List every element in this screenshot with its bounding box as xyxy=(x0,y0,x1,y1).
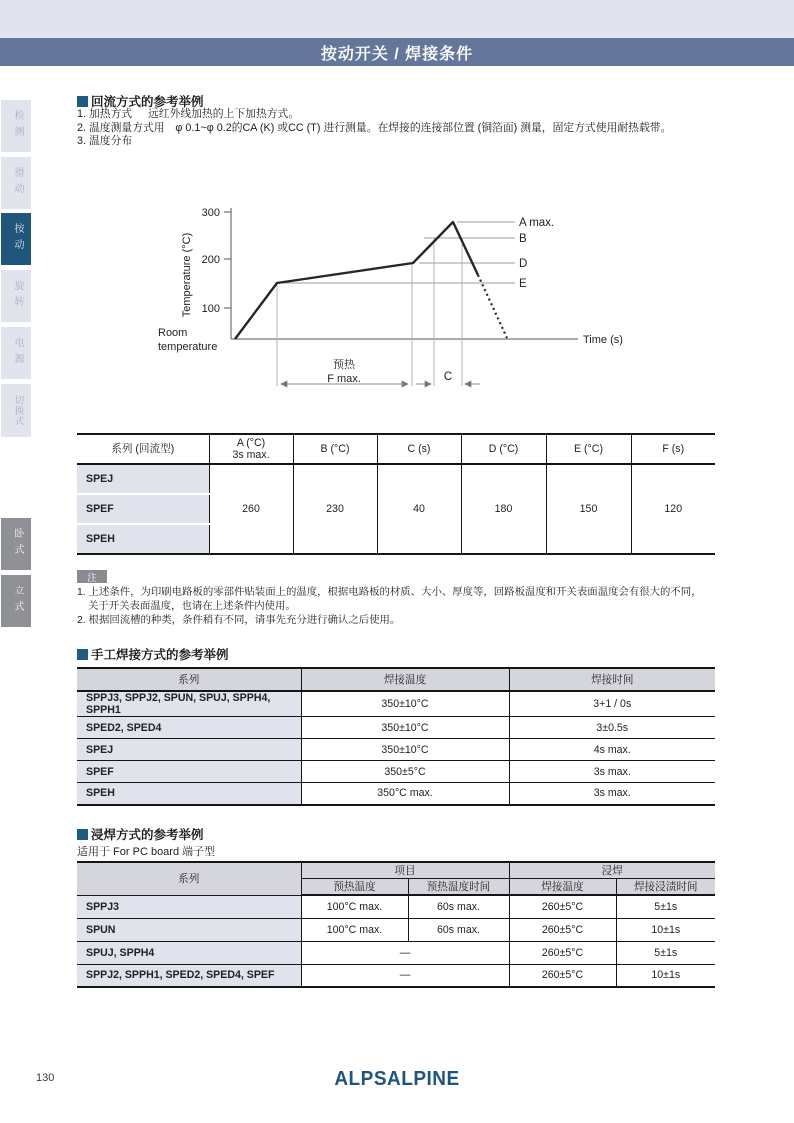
table-header-row-groups xyxy=(77,862,715,879)
preheat-combined-cell: — xyxy=(301,941,509,964)
col-header-series: 系列 xyxy=(77,668,301,691)
reflow-condition-table xyxy=(77,433,715,555)
series-cell: SPEJ xyxy=(77,739,301,761)
time-cell: 3+1 / 0s xyxy=(509,691,715,717)
temp-cell: 350°C max. xyxy=(301,783,509,805)
table-header-row xyxy=(77,434,715,464)
series-cell: SPPJ3, SPPJ2, SPUN, SPUJ, SPPH4, SPPH1 xyxy=(77,691,301,717)
col-header-preheat-temp: 预热温度 xyxy=(301,879,408,896)
dip-solder-table xyxy=(77,861,715,988)
y-tick-200: 200 xyxy=(201,254,220,266)
solder-temp-cell: 260±5°C xyxy=(509,895,616,918)
value-b: 230 xyxy=(293,464,377,554)
section-marker-icon xyxy=(77,96,88,107)
reflow-temp-profile-chart xyxy=(150,190,650,402)
sidebar-tab-toggle[interactable] xyxy=(1,384,31,437)
ref-label-a-max: A max. xyxy=(519,217,555,229)
section-heading-text: 回流方式的参考举例 xyxy=(91,95,204,109)
dip-time-cell: 10±1s xyxy=(616,964,715,987)
sidebar-tab-power[interactable] xyxy=(1,327,31,379)
ref-label-e: E xyxy=(519,278,527,290)
reflow-intro-list xyxy=(77,108,737,149)
solder-temp-cell: 260±5°C xyxy=(509,964,616,987)
sidebar-tab-label: 立式 xyxy=(12,585,23,617)
col-header-f: F (s) xyxy=(631,434,715,464)
value-e: 150 xyxy=(546,464,631,554)
preheat-temp-cell: 100°C max. xyxy=(301,895,408,918)
f-max-label: F max. xyxy=(327,373,361,385)
sidebar-tab-slide[interactable] xyxy=(1,157,31,209)
section-heading-text: 手工焊接方式的参考举例 xyxy=(91,648,229,662)
preheat-time-cell: 60s max. xyxy=(408,895,509,918)
table-row xyxy=(77,761,715,783)
alps-alpine-logo: ALPSALPINE xyxy=(334,1068,460,1091)
col-header-e: E (°C) xyxy=(546,434,631,464)
sidebar-tab-label: 滑动 xyxy=(12,167,23,199)
col-group-items: 项目 xyxy=(301,862,509,879)
temp-cell: 350±5°C xyxy=(301,761,509,783)
profile-curve xyxy=(235,222,507,339)
c-label: C xyxy=(443,371,453,383)
preheat-time-cell: 60s max. xyxy=(408,918,509,941)
solder-temp-cell: 260±5°C xyxy=(509,918,616,941)
section-marker-icon xyxy=(77,649,88,660)
preheat-temp-cell: 100°C max. xyxy=(301,918,408,941)
page-title: 按动开关 / 焊接条件 xyxy=(320,45,474,63)
series-cell: SPEJ xyxy=(77,464,209,494)
y-tick-100: 100 xyxy=(201,303,220,315)
intro-item-2: 2. 温度测量方式用 φ 0.1~φ 0.2的CA (K) 或CC (T) 进行测量。在焊接的连接部位置 (铜箔面) 测量，固定方式使用耐热载带。 xyxy=(77,121,672,134)
room-temp-label-line2: temperature xyxy=(158,341,218,353)
note-line-3: 2. 根据回流槽的种类，条件稍有不同，请事先充分进行确认之后使用。 xyxy=(77,615,401,626)
col-header-a xyxy=(209,434,293,464)
series-cell: SPUN xyxy=(77,918,301,941)
room-temp-label-line1: Room xyxy=(158,327,188,339)
sidebar-tab-vertical[interactable] xyxy=(1,575,31,627)
notes-block xyxy=(77,586,737,628)
dip-solder-subtitle: 适用于 For PC board 端子型 xyxy=(77,846,216,858)
table-row xyxy=(77,739,715,761)
col-header-a-line2: 3s max. xyxy=(232,449,270,461)
page-number: 130 xyxy=(36,1072,55,1084)
temp-cell: 350±10°C xyxy=(301,717,509,739)
sidebar-tab-horizontal[interactable] xyxy=(1,518,31,570)
section-heading-text: 浸焊方式的参考举例 xyxy=(91,828,204,842)
x-axis-label: Time (s) xyxy=(583,334,623,346)
table-row xyxy=(77,691,715,717)
chart-reference-lines xyxy=(277,222,515,283)
dip-time-cell: 5±1s xyxy=(616,895,715,918)
col-header-preheat-time: 预热温度时间 xyxy=(408,879,509,896)
col-header-solder-time: 焊接时间 xyxy=(509,668,715,691)
table-row xyxy=(77,783,715,805)
table-header-row xyxy=(77,668,715,691)
time-cell: 3s max. xyxy=(509,783,715,805)
profile-chart-svg xyxy=(150,190,650,402)
table-row xyxy=(77,941,715,964)
preheat-label: 预热 xyxy=(333,359,355,371)
ref-label-d: D xyxy=(519,258,528,270)
col-header-c: C (s) xyxy=(377,434,461,464)
series-cell: SPPJ2, SPPH1, SPED2, SPED4, SPEF xyxy=(77,964,301,987)
ref-label-b: B xyxy=(519,233,527,245)
series-cell: SPPJ3 xyxy=(77,895,301,918)
col-header-series: 系列 (回流型) xyxy=(77,434,209,464)
series-cell: SPEF xyxy=(77,761,301,783)
dip-time-cell: 10±1s xyxy=(616,918,715,941)
section-marker-icon xyxy=(77,829,88,840)
col-group-dip: 浸焊 xyxy=(509,862,715,879)
sidebar-tab-label: 检测 xyxy=(12,110,23,142)
temp-cell: 350±10°C xyxy=(301,691,509,717)
temp-cell: 350±10°C xyxy=(301,739,509,761)
chart-dimension-lines xyxy=(277,238,462,386)
col-header-d: D (°C) xyxy=(461,434,546,464)
time-cell: 4s max. xyxy=(509,739,715,761)
page-header xyxy=(0,38,794,66)
note-line-2: 关于开关表面温度，也请在上述条件内使用。 xyxy=(88,601,296,612)
series-cell: SPEH xyxy=(77,783,301,805)
dip-time-cell: 5±1s xyxy=(616,941,715,964)
sidebar-tab-push-active[interactable] xyxy=(1,213,31,265)
note-line-1: 1. 上述条件，为印刷电路板的零部件贴装面上的温度，根据电路板的材质、大小、厚度等，回路板温度和开关表面温度会有很大的不同， xyxy=(77,587,702,598)
value-d: 180 xyxy=(461,464,546,554)
sidebar-tab-label: 电源 xyxy=(12,337,23,369)
col-header-solder-temp: 焊接温度 xyxy=(509,879,616,896)
time-cell: 3s max. xyxy=(509,761,715,783)
hand-solder-table xyxy=(77,667,715,806)
series-cell: SPUJ, SPPH4 xyxy=(77,941,301,964)
series-cell: SPED2, SPED4 xyxy=(77,717,301,739)
table-row xyxy=(77,895,715,918)
value-a: 260 xyxy=(209,464,293,554)
solder-temp-cell: 260±5°C xyxy=(509,941,616,964)
y-tick-300: 300 xyxy=(201,207,220,219)
value-f: 120 xyxy=(631,464,715,554)
sidebar-tab-detect[interactable] xyxy=(1,100,31,152)
intro-item-1-text: 远红外线加热的上下加热方式。 xyxy=(148,108,300,120)
sidebar-tab-label: 卧式 xyxy=(12,528,23,560)
col-header-a-line1: A (°C) xyxy=(236,437,266,449)
sidebar-tab-rotary[interactable] xyxy=(1,270,31,322)
note-badge: 注 xyxy=(77,570,107,583)
col-header-series: 系列 xyxy=(77,862,301,895)
intro-item-1 xyxy=(77,108,737,122)
preheat-combined-cell: — xyxy=(301,964,509,987)
value-c: 40 xyxy=(377,464,461,554)
col-header-b: B (°C) xyxy=(293,434,377,464)
col-header-dip-time: 焊接浸渍时间 xyxy=(616,879,715,896)
series-cell: SPEF xyxy=(77,494,209,524)
hand-solder-section-heading xyxy=(77,645,229,663)
y-axis-label: Temperature (°C) xyxy=(181,232,193,318)
table-row xyxy=(77,918,715,941)
sidebar-tab-label: 切换式 xyxy=(12,394,24,427)
sidebar-tab-label: 按动 xyxy=(12,223,23,255)
top-strip xyxy=(0,0,794,38)
series-cell: SPEH xyxy=(77,524,209,554)
table-row xyxy=(77,964,715,987)
time-cell: 3±0.5s xyxy=(509,717,715,739)
intro-item-1-label: 1. 加热方式 xyxy=(77,108,133,120)
table-row xyxy=(77,464,715,494)
dip-solder-section-heading xyxy=(77,825,204,843)
col-header-solder-temp: 焊接温度 xyxy=(301,668,509,691)
sidebar-tab-label: 旋转 xyxy=(12,280,23,312)
intro-item-3: 3. 温度分布 xyxy=(77,135,133,147)
table-row xyxy=(77,717,715,739)
